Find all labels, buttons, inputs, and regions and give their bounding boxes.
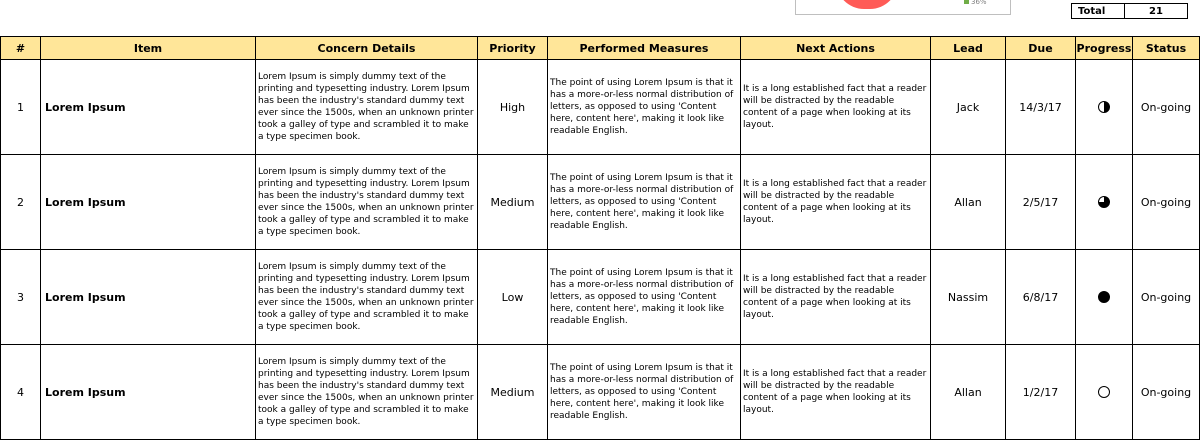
cell-measures[interactable]: The point of using Lorem Ipsum is that it has a more-or-less normal distribution of letters, as opposed to using 'Content here, content here', making it look like readable English. bbox=[548, 345, 741, 440]
header-lead[interactable]: Lead bbox=[931, 37, 1006, 60]
cell-lead[interactable]: Allan bbox=[931, 155, 1006, 250]
cell-status[interactable]: On-going bbox=[1133, 345, 1200, 440]
header-priority[interactable]: Priority bbox=[478, 37, 548, 60]
cell-next-actions[interactable]: It is a long established fact that a reader will be distracted by the readable content of a page when looking at its layout. bbox=[741, 250, 931, 345]
cell-priority[interactable]: High bbox=[478, 60, 548, 155]
header-concern[interactable]: Concern Details bbox=[256, 37, 478, 60]
progress-ring bbox=[1099, 292, 1110, 303]
cell-num[interactable]: 4 bbox=[1, 345, 41, 440]
issues-table bbox=[0, 36, 1200, 440]
cell-item[interactable]: Lorem Ipsum bbox=[41, 345, 256, 440]
summary-area bbox=[0, 0, 1200, 36]
cell-num[interactable]: 1 bbox=[1, 60, 41, 155]
cell-progress[interactable] bbox=[1076, 60, 1133, 155]
legend-label: 36% bbox=[971, 0, 987, 6]
header-status[interactable]: Status bbox=[1133, 37, 1200, 60]
progress-half-icon bbox=[1097, 100, 1111, 114]
cell-concern[interactable]: Lorem Ipsum is simply dummy text of the printing and typesetting industry. Lorem Ipsum has been the industry's standard dummy text ever since the 1500s, when an unknown printer took a galley of type and scrambled it to make a type specimen book. bbox=[256, 60, 478, 155]
cell-lead[interactable]: Allan bbox=[931, 345, 1006, 440]
status-pie-chart[interactable] bbox=[795, 0, 1011, 15]
cell-priority[interactable]: Medium bbox=[478, 155, 548, 250]
cell-item[interactable]: Lorem Ipsum bbox=[41, 155, 256, 250]
progress-ring bbox=[1099, 387, 1110, 398]
cell-num[interactable]: 2 bbox=[1, 155, 41, 250]
cell-progress[interactable] bbox=[1076, 250, 1133, 345]
legend-swatch-icon bbox=[964, 0, 969, 4]
cell-priority[interactable]: Medium bbox=[478, 345, 548, 440]
cell-due[interactable]: 14/3/17 bbox=[1006, 60, 1076, 155]
chart-legend bbox=[964, 0, 987, 6]
cell-item[interactable]: Lorem Ipsum bbox=[41, 250, 256, 345]
progress-three-quarter-icon bbox=[1097, 195, 1111, 209]
total-table bbox=[1071, 3, 1188, 19]
cell-next-actions[interactable]: It is a long established fact that a reader will be distracted by the readable content of a page when looking at its layout. bbox=[741, 155, 931, 250]
total-value[interactable]: 21 bbox=[1125, 4, 1188, 19]
header-due[interactable]: Due bbox=[1006, 37, 1076, 60]
progress-full-icon bbox=[1097, 290, 1111, 304]
cell-due[interactable]: 6/8/17 bbox=[1006, 250, 1076, 345]
cell-measures[interactable]: The point of using Lorem Ipsum is that it has a more-or-less normal distribution of letters, as opposed to using 'Content here, content here', making it look like readable English. bbox=[548, 250, 741, 345]
total-label[interactable]: Total bbox=[1072, 4, 1125, 19]
header-num[interactable]: # bbox=[1, 37, 41, 60]
cell-next-actions[interactable]: It is a long established fact that a reader will be distracted by the readable content of a page when looking at its layout. bbox=[741, 345, 931, 440]
cell-item[interactable]: Lorem Ipsum bbox=[41, 60, 256, 155]
cell-num[interactable]: 3 bbox=[1, 250, 41, 345]
table-row bbox=[1, 155, 1200, 250]
cell-lead[interactable]: Nassim bbox=[931, 250, 1006, 345]
cell-concern[interactable]: Lorem Ipsum is simply dummy text of the printing and typesetting industry. Lorem Ipsum has been the industry's standard dummy text ever since the 1500s, when an unknown printer took a galley of type and scrambled it to make a type specimen book. bbox=[256, 155, 478, 250]
header-next-actions[interactable]: Next Actions bbox=[741, 37, 931, 60]
pie-slice bbox=[836, 0, 898, 9]
cell-status[interactable]: On-going bbox=[1133, 155, 1200, 250]
cell-due[interactable]: 2/5/17 bbox=[1006, 155, 1076, 250]
progress-empty-icon bbox=[1097, 385, 1111, 399]
cell-concern[interactable]: Lorem Ipsum is simply dummy text of the printing and typesetting industry. Lorem Ipsum has been the industry's standard dummy text ever since the 1500s, when an unknown printer took a galley of type and scrambled it to make a type specimen book. bbox=[256, 250, 478, 345]
table-row bbox=[1, 60, 1200, 155]
table-row bbox=[1, 250, 1200, 345]
cell-progress[interactable] bbox=[1076, 155, 1133, 250]
table-row bbox=[1, 345, 1200, 440]
cell-measures[interactable]: The point of using Lorem Ipsum is that it has a more-or-less normal distribution of letters, as opposed to using 'Content here, content here', making it look like readable English. bbox=[548, 155, 741, 250]
cell-status[interactable]: On-going bbox=[1133, 60, 1200, 155]
header-row bbox=[1, 37, 1200, 60]
header-progress[interactable]: Progress bbox=[1076, 37, 1133, 60]
header-item[interactable]: Item bbox=[41, 37, 256, 60]
cell-due[interactable]: 1/2/17 bbox=[1006, 345, 1076, 440]
cell-status[interactable]: On-going bbox=[1133, 250, 1200, 345]
cell-lead[interactable]: Jack bbox=[931, 60, 1006, 155]
progress-fill bbox=[1104, 102, 1110, 113]
cell-priority[interactable]: Low bbox=[478, 250, 548, 345]
cell-concern[interactable]: Lorem Ipsum is simply dummy text of the printing and typesetting industry. Lorem Ipsum has been the industry's standard dummy text ever since the 1500s, when an unknown printer took a galley of type and scrambled it to make a type specimen book. bbox=[256, 345, 478, 440]
header-measures[interactable]: Performed Measures bbox=[548, 37, 741, 60]
cell-measures[interactable]: The point of using Lorem Ipsum is that it has a more-or-less normal distribution of letters, as opposed to using 'Content here, content here', making it look like readable English. bbox=[548, 60, 741, 155]
cell-progress[interactable] bbox=[1076, 345, 1133, 440]
cell-next-actions[interactable]: It is a long established fact that a reader will be distracted by the readable content of a page when looking at its layout. bbox=[741, 60, 931, 155]
